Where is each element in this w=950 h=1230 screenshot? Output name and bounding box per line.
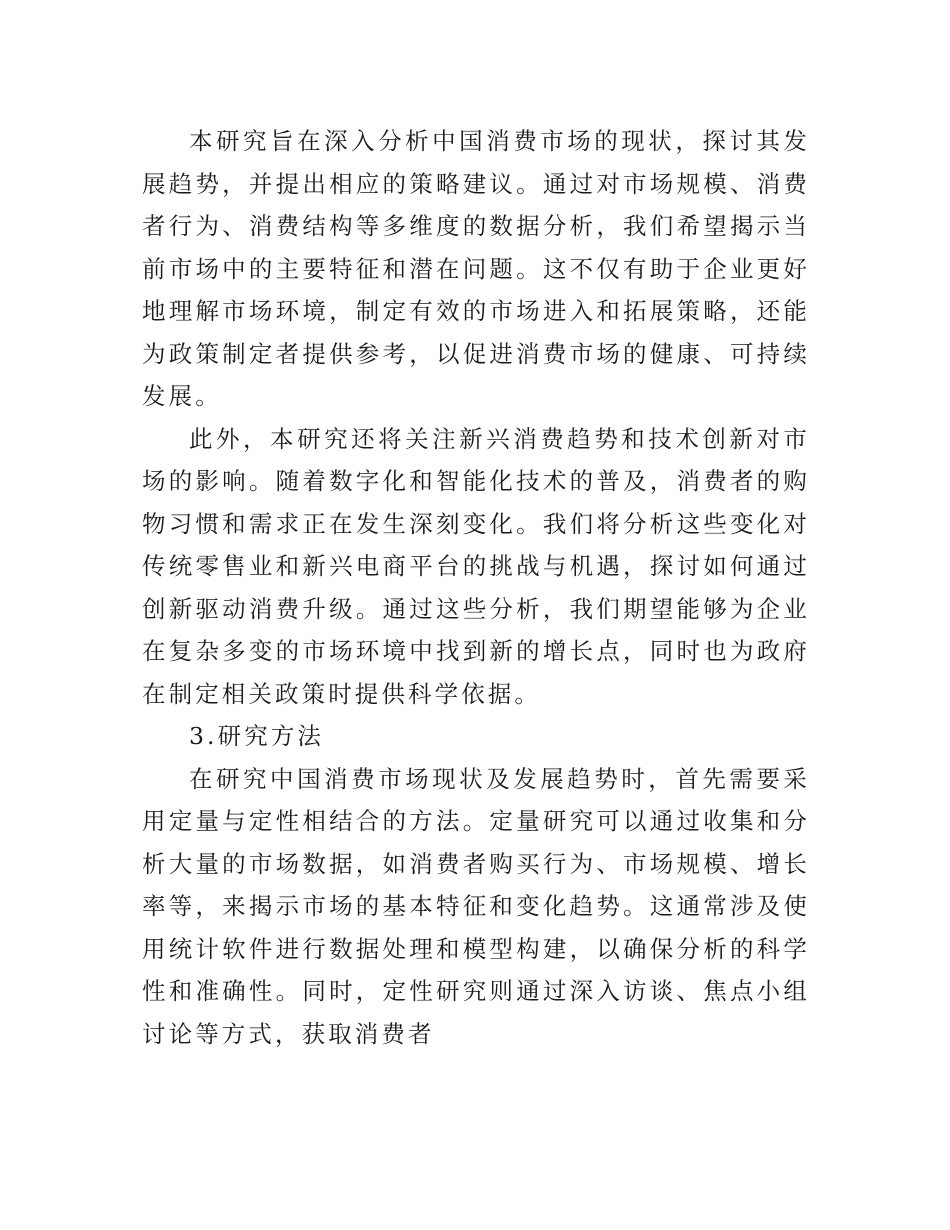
document-page: [142, 120, 810, 1055]
paragraph-emerging-trends: 此外，本研究还将关注新兴消费趋势和技术创新对市场的影响。随着数字化和智能化技术的普及，消费者的购物习惯和需求正在发生深刻变化。我们将分析这些变化对传统零售业和新兴电商平台的挑战与机遇，探讨如何通过创新驱动消费升级。通过这些分析，我们期望能够为企业在复杂多变的市场环境中找到新的增长点，同时也为政府在制定相关政策时提供科学依据。: [142, 424, 810, 708]
paragraph-research-purpose: 本研究旨在深入分析中国消费市场的现状，探讨其发展趋势，并提出相应的策略建议。通过对市场规模、消费者行为、消费结构等多维度的数据分析，我们希望揭示当前市场中的主要特征和潜在问题。这不仅有助于企业更好地理解市场环境，制定有效的市场进入和拓展策略，还能为政策制定者提供参考，以促进消费市场的健康、可持续发展。: [142, 127, 810, 410]
paragraph-research-methods: 在研究中国消费市场现状及发展趋势时，首先需要采用定量与定性相结合的方法。定量研究可以通过收集和分析大量的市场数据，如消费者购买行为、市场规模、增长率等，来揭示市场的基本特征和变化趋势。这通常涉及使用统计软件进行数据处理和模型构建，以确保分析的科学性和准确性。同时，定性研究则通过深入访谈、焦点小组讨论等方式，获取消费者: [142, 764, 810, 1048]
section-heading-research-methods: 3.研究方法: [189, 722, 325, 750]
